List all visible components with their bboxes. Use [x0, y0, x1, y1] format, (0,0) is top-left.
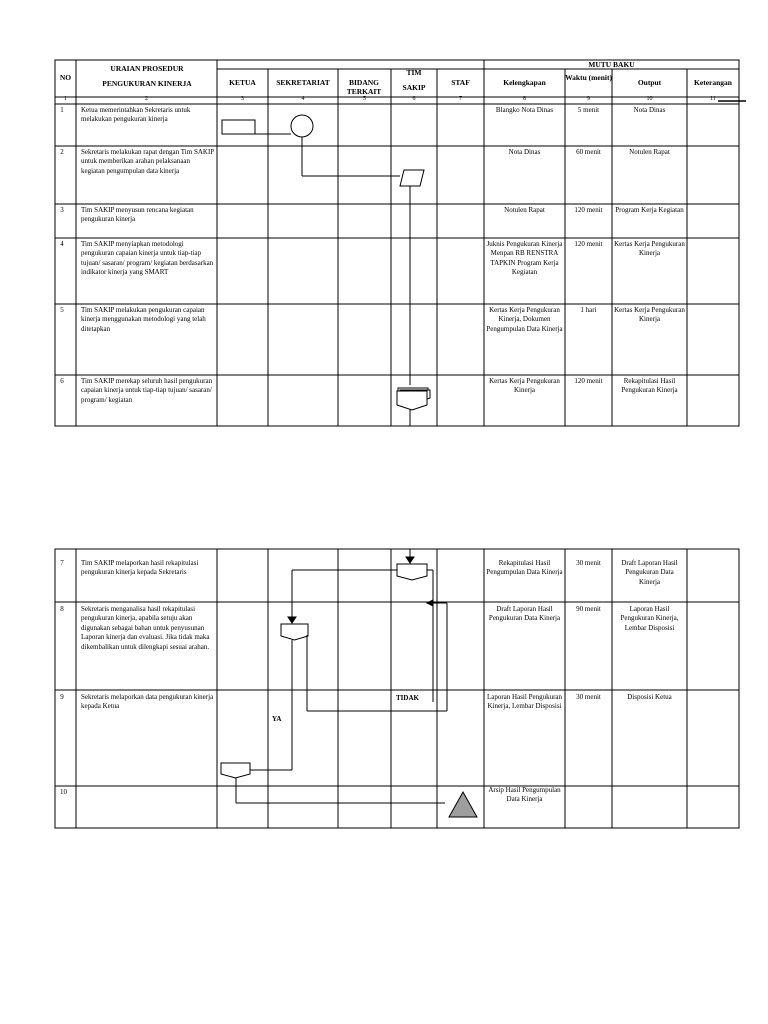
row-uraian: Tim SAKIP menyusun rencana kegiatan pengukuran kinerja: [81, 206, 194, 224]
header-uraian-line1: URAIAN PROSEDUR: [110, 64, 184, 73]
col-number: 4: [301, 96, 305, 102]
header-uraian-line2: PENGUKURAN KINERJA: [102, 79, 192, 88]
row-output: Notulen Rapat: [629, 148, 670, 156]
header-output: Output: [637, 78, 662, 87]
row-uraian: Ketua memerintahkan Sekretaris untuk melakukan pengukuran kinerja: [81, 106, 191, 124]
row-number: 10: [60, 788, 67, 796]
col-number: 6: [412, 96, 416, 102]
flow-shapes: [221, 115, 477, 817]
col-number: 10: [646, 96, 653, 102]
row-kelengkapan: Draft Laporan Hasil Pengukuran Data Kinerja: [488, 605, 561, 623]
row-kelengkapan: Notulen Rapat: [504, 206, 545, 214]
row-kelengkapan: Kertas Kerja Pengukuran Kinerja, Dokumen Pengumpulan Data Kinerja: [486, 306, 563, 333]
row-uraian: Tim SAKIP menyiapkan metodologi pengukuran capaian kinerja untuk tiap-tiap tujuan/ sasaran/ program/ kegiatan berdasarkan indikator kinerja yang SMART: [81, 240, 214, 277]
table-grid-2: [55, 549, 739, 828]
col-number: 7: [459, 96, 462, 102]
multi-document-front-shape: [397, 391, 427, 410]
input-output-shape: [400, 170, 424, 186]
row-uraian: Tim SAKIP melakukan pengukuran capaian kinerja menggunakan metodologi yang telah ditetapkan: [81, 306, 206, 333]
document-shape-row8: [281, 624, 308, 640]
row-kelengkapan: Arsip Hasil Pengumpulan Data Kinerja: [488, 786, 561, 804]
row-kelengkapan: Kertas Kerja Pengukuran Kinerja: [489, 377, 560, 395]
row-waktu: 90 menit: [576, 605, 601, 613]
process-box-ketua: [222, 120, 255, 134]
col-number: 11: [710, 96, 716, 102]
header-sekretariat: SEKRETARIAT: [276, 78, 330, 87]
row-output: Kertas Kerja Pengukuran Kinerja: [614, 306, 685, 324]
row-number: 3: [60, 206, 64, 214]
row-number: 7: [60, 559, 64, 567]
row-waktu: 30 menit: [576, 559, 601, 567]
header-ketua: KETUA: [229, 78, 256, 87]
row-waktu: 5 menit: [577, 106, 600, 114]
row-uraian: Tim SAKIP merekap seluruh hasil pengukuran capaian kinerja untuk tiap-tiap tujuan/ sasaran/ program/ kegiatan: [81, 377, 213, 404]
row-output: Nota Dinas: [633, 106, 666, 114]
col-number: 9: [587, 96, 590, 102]
row-waktu: 120 menit: [574, 377, 603, 385]
archive-triangle-shape: [449, 792, 477, 817]
header-keterangan: Keterangan: [694, 78, 732, 87]
row-number: 8: [60, 605, 64, 613]
row-output: Draft Laporan Hasil Pengukuran Data Kinerja: [621, 559, 678, 586]
header-kelengkapan: Kelengkapan: [503, 78, 546, 87]
document-shape-row9: [221, 763, 250, 778]
flow-label-tidak: TIDAK: [396, 694, 419, 702]
row-number: 4: [60, 240, 64, 248]
row-number: 2: [60, 148, 64, 156]
row-waktu: 1 hari: [580, 306, 597, 314]
flow-label-ya: YA: [272, 715, 282, 723]
header-bidang: BIDANG TERKAIT: [346, 78, 382, 96]
col-number: 1: [64, 96, 67, 102]
row-kelengkapan: Rekapitulasi Hasil Pengumpulan Data Kinerja: [486, 559, 563, 577]
row-uraian: Sekretaris melaporkan data pengukuran kinerja kepada Ketua: [81, 693, 214, 711]
col-number: 3: [241, 96, 244, 102]
header-no: NO: [59, 73, 72, 82]
row-output: Disposisi Ketua: [627, 693, 672, 701]
row-kelengkapan: Nota Dinas: [508, 148, 541, 156]
row-kelengkapan: Blangko Nota Dinas: [495, 106, 554, 114]
row-waktu: 120 menit: [574, 206, 603, 214]
header-staf: STAF: [451, 78, 470, 87]
row-number: 9: [60, 693, 64, 701]
row-kelengkapan: Laporan Hasil Pengukuran Kinerja, Lembar Disposisi: [486, 693, 563, 711]
col-number: 2: [145, 96, 148, 102]
col-number: 5: [363, 96, 366, 102]
row-number: 6: [60, 377, 64, 385]
row-output: Rekapitulasi Hasil Pengukuran Kinerja: [621, 377, 678, 395]
header-tim-line2: SAKIP: [402, 83, 426, 92]
row-output: Program Kerja Kegiatan: [615, 206, 684, 214]
row-waktu: 120 menit: [574, 240, 603, 248]
row-kelengkapan: Juknis Pengukuran Kinerja Menpan RB RENSTRA TAPKIN Program Kerja Kegiatan: [486, 240, 563, 277]
row-waktu: 30 menit: [576, 693, 601, 701]
header-mutu-baku: MUTU BAKU: [588, 60, 635, 69]
row-number: 1: [60, 106, 64, 114]
document-shape-row7: [397, 564, 427, 580]
row-uraian: Sekretaris melakukan rapat dengan Tim SAKIP untuk memberikan arahan pelaksanaan kegiatan pengumpulan data kinerja: [81, 148, 214, 175]
row-number: 5: [60, 306, 64, 314]
row-uraian: Sekretaris menganalisa hasil rekapitulasi pengukuran kinerja, apabila setuju akan digunakan sebagai bahan untuk penyusunan Laporan kinerja dan evaluasi. Jika tidak maka dikembalikan untuk dilengkapi sesuai arahan.: [81, 605, 210, 651]
header-tim-line1: TIM: [406, 68, 422, 77]
header-waktu: Waktu (menit): [565, 73, 612, 82]
connector-circle: [291, 115, 313, 137]
row-output: Laporan Hasil Pengukuran Kinerja, Lembar Disposisi: [620, 605, 679, 632]
row-waktu: 60 menit: [576, 148, 601, 156]
row-output: Kertas Kerja Pengukuran Kinerja: [614, 240, 685, 258]
col-number: 8: [523, 96, 526, 102]
row-uraian: Tim SAKIP melaporkan hasil rekapitulasi pengukuran kinerja kepada Sekretaris: [81, 559, 199, 577]
